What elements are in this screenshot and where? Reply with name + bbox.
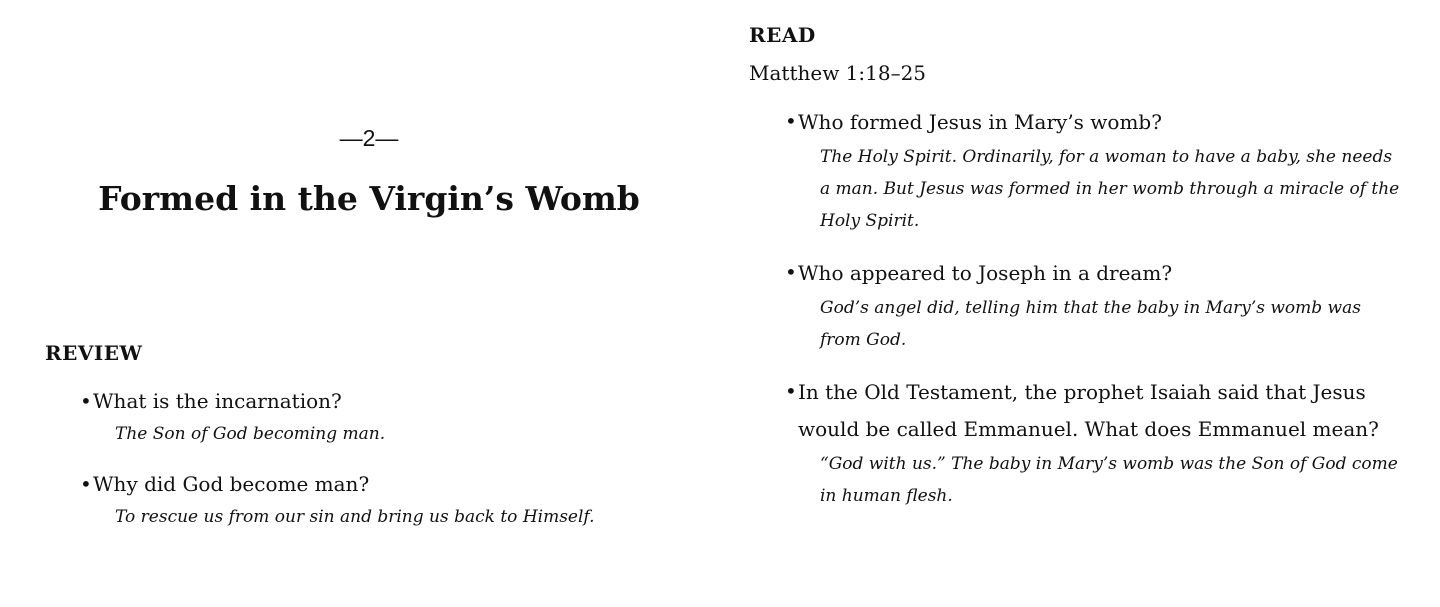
review-list (80, 384, 690, 550)
review-answer: To rescue us from our sin and bring us back to Himself. (115, 507, 595, 527)
read-answer: The Holy Spirit. Ordinarily, for a woman to have a baby, she needs a man. But Jesus was formed in her womb through a miracle of the Holy Spirit. (820, 147, 1400, 231)
read-heading: READ (749, 23, 816, 47)
read-question: Who formed Jesus in Mary’s womb? (798, 110, 1162, 134)
chapter-number: —2— (339, 125, 399, 151)
review-question: Why did God become man? (93, 472, 370, 496)
review-answer: The Son of God becoming man. (115, 424, 386, 444)
bullet-icon: • (785, 379, 797, 403)
read-item (785, 104, 1405, 237)
right-page (720, 0, 1440, 607)
review-question: What is the incarnation? (93, 389, 342, 413)
read-answer: God’s angel did, telling him that the baby in Mary’s womb was from God. (820, 298, 1361, 350)
read-item (785, 255, 1405, 356)
bullet-icon: • (80, 472, 92, 496)
review-heading: REVIEW (45, 341, 143, 365)
read-question: Who appeared to Joseph in a dream? (798, 261, 1173, 285)
read-list (785, 104, 1405, 530)
review-item (80, 467, 690, 533)
bullet-icon: • (785, 260, 797, 284)
chapter-title: Formed in the Virgin’s Womb (98, 179, 640, 218)
read-question: In the Old Testament, the prophet Isaiah said that Jesus would be called Emmanuel. What does Emmanuel mean? (798, 380, 1379, 441)
bullet-icon: • (80, 389, 92, 413)
bullet-icon: • (785, 109, 797, 133)
read-item (785, 374, 1405, 512)
scripture-reference: Matthew 1:18–25 (749, 61, 927, 85)
review-item (80, 384, 690, 450)
read-answer: “God with us.” The baby in Mary’s womb was the Son of God come in human flesh. (820, 454, 1398, 506)
